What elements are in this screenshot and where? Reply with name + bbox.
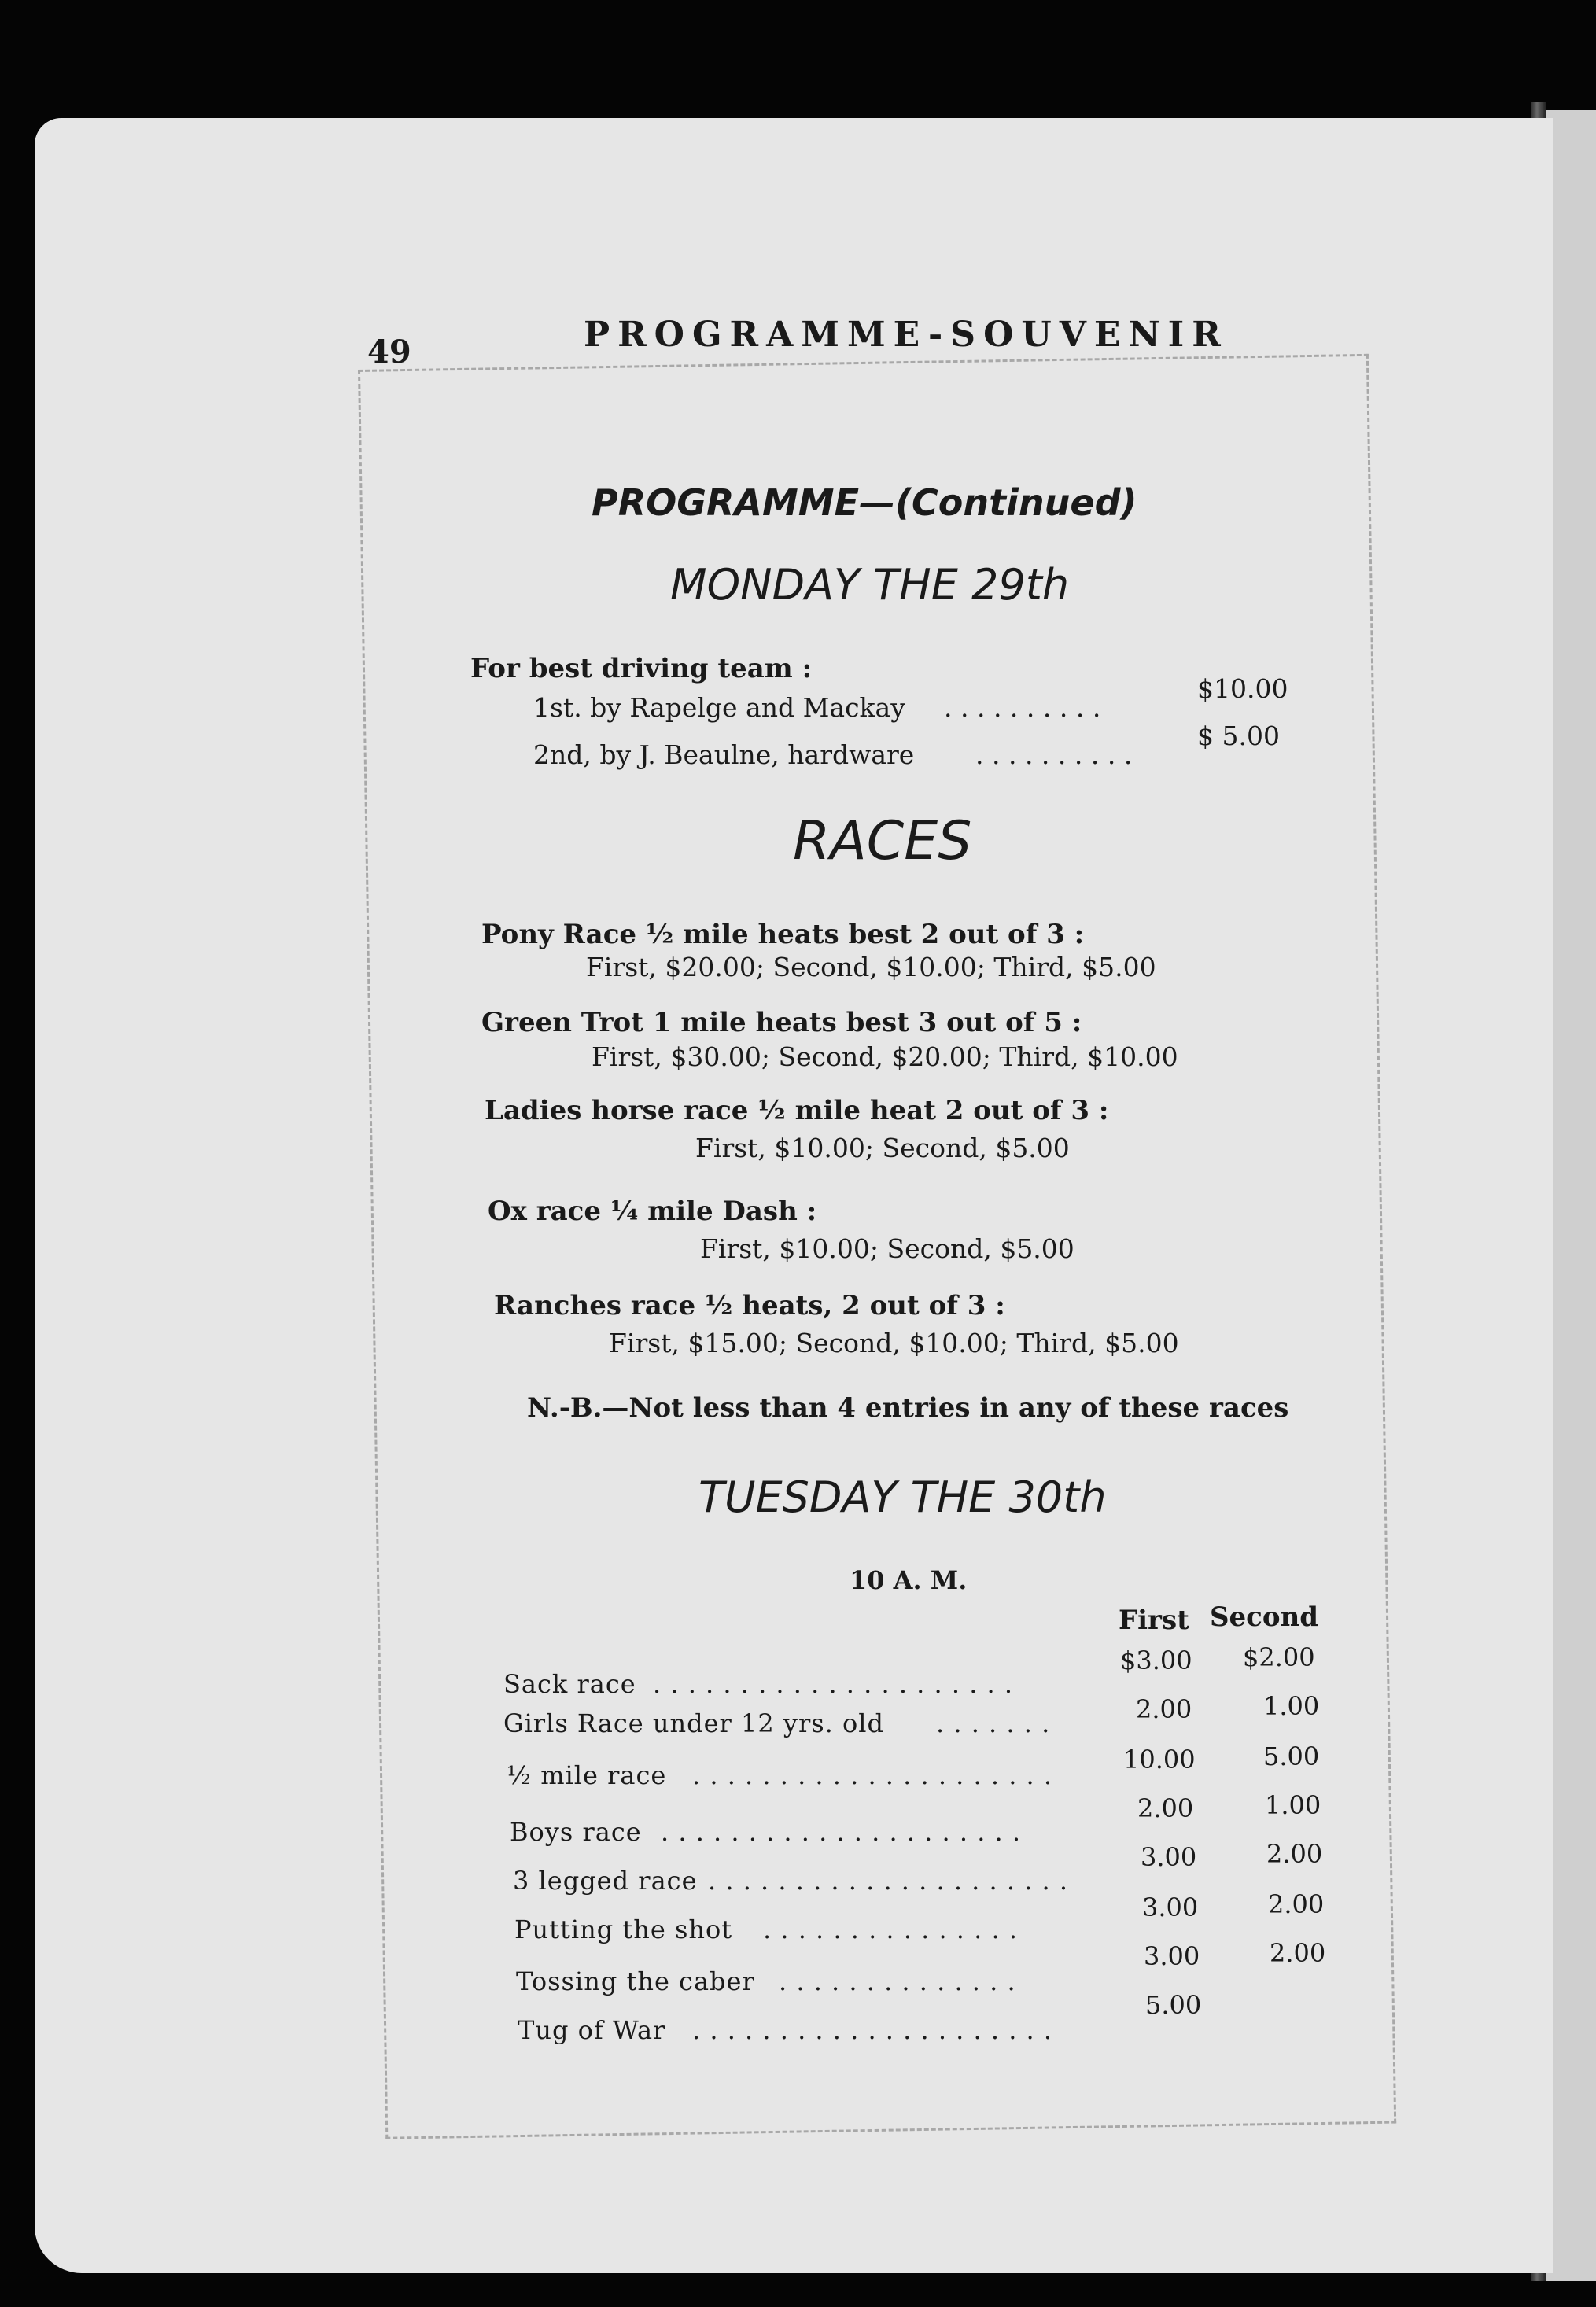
race-title: Ranches race ½ heats, 2 out of 3 : <box>494 1290 1005 1321</box>
prize-amount: $ 5.00 <box>1197 720 1280 751</box>
dot-leaders: . . . . . . . . . . . . . . . . . . . . . <box>692 1760 1053 1790</box>
dot-leaders: . . . . . . . . . . . . . . . . . . . . . <box>653 1669 1014 1699</box>
dot-leaders: . . . . . . . . . . <box>975 739 1133 770</box>
first-prize: $3.00 <box>1120 1645 1192 1675</box>
dot-leaders: . . . . . . . . . . . . . . . . . . . . . <box>692 2015 1053 2045</box>
second-prize: 2.00 <box>1266 1839 1323 1869</box>
page-number: 49 <box>367 334 411 370</box>
second-prize: 1.00 <box>1265 1790 1321 1820</box>
first-prize: 3.00 <box>1141 1842 1197 1872</box>
event-name: Boys race <box>510 1817 642 1847</box>
adjacent-page-edge <box>1546 110 1596 2281</box>
prize-label: 1st. by Rapelge and Mackay <box>533 692 905 723</box>
event-name: Tug of War <box>518 2015 666 2045</box>
race-prizes: First, $20.00; Second, $10.00; Third, $5.00 <box>586 952 1156 982</box>
dot-leaders: . . . . . . . . . . . . . . . . . . . . . <box>708 1866 1069 1896</box>
event-name: 3 legged race <box>513 1866 698 1896</box>
programme-title: PROGRAMME—(Continued) <box>592 481 1137 524</box>
race-title: Green Trot 1 mile heats best 3 out of 5 : <box>481 1007 1082 1038</box>
dot-leaders: . . . . . . . . . . . . . . . <box>763 1915 1018 1944</box>
second-prize: 2.00 <box>1268 1889 1325 1919</box>
prize-label: 2nd, by J. Beaulne, hardware <box>533 739 915 770</box>
event-name: Sack race <box>503 1669 636 1699</box>
second-prize: 5.00 <box>1263 1741 1320 1771</box>
race-prizes: First, $10.00; Second, $5.00 <box>700 1233 1074 1264</box>
race-title: Pony Race ½ mile heats best 2 out of 3 : <box>481 919 1085 950</box>
races-heading: RACES <box>793 810 972 872</box>
race-title: Ladies horse race ½ mile heat 2 out of 3 : <box>485 1095 1109 1126</box>
race-prizes: First, $10.00; Second, $5.00 <box>695 1133 1070 1163</box>
first-prize: 3.00 <box>1142 1892 1199 1922</box>
dot-leaders: . . . . . . . . . . <box>944 692 1101 723</box>
running-head: PROGRAMME-SOUVENIR <box>584 315 1229 355</box>
column-header-first: First <box>1119 1605 1189 1636</box>
first-prize: 5.00 <box>1145 1990 1202 2020</box>
time-label: 10 A. M. <box>850 1565 968 1595</box>
races-note: N.-B.—Not less than 4 entries in any of these races <box>527 1392 1289 1424</box>
race-title: Ox race ¼ mile Dash : <box>488 1196 817 1227</box>
first-prize: 2.00 <box>1137 1793 1194 1823</box>
monday-heading: MONDAY THE 29th <box>670 560 1070 610</box>
event-name: Tossing the caber <box>516 1966 755 1996</box>
event-name: Girls Race under 12 yrs. old <box>503 1708 884 1738</box>
race-prizes: First, $30.00; Second, $20.00; Third, $10.00 <box>592 1041 1178 1072</box>
event-name: ½ mile race <box>507 1760 667 1790</box>
first-prize: 3.00 <box>1144 1941 1200 1971</box>
event-name: Putting the shot <box>514 1915 733 1944</box>
race-prizes: First, $15.00; Second, $10.00; Third, $5.00 <box>609 1328 1179 1358</box>
second-prize: $2.00 <box>1243 1642 1315 1672</box>
driving-team-heading: For best driving team : <box>470 653 813 684</box>
dot-leaders: . . . . . . . <box>936 1708 1051 1738</box>
dot-leaders: . . . . . . . . . . . . . . <box>779 1966 1016 1996</box>
tuesday-heading: TUESDAY THE 30th <box>698 1472 1107 1522</box>
first-prize: 2.00 <box>1136 1694 1192 1724</box>
dot-leaders: . . . . . . . . . . . . . . . . . . . . . <box>661 1817 1022 1847</box>
column-header-second: Second <box>1210 1601 1319 1633</box>
second-prize: 1.00 <box>1263 1691 1320 1721</box>
prize-amount: $10.00 <box>1197 673 1288 704</box>
second-prize: 2.00 <box>1270 1938 1326 1968</box>
first-prize: 10.00 <box>1123 1745 1196 1774</box>
